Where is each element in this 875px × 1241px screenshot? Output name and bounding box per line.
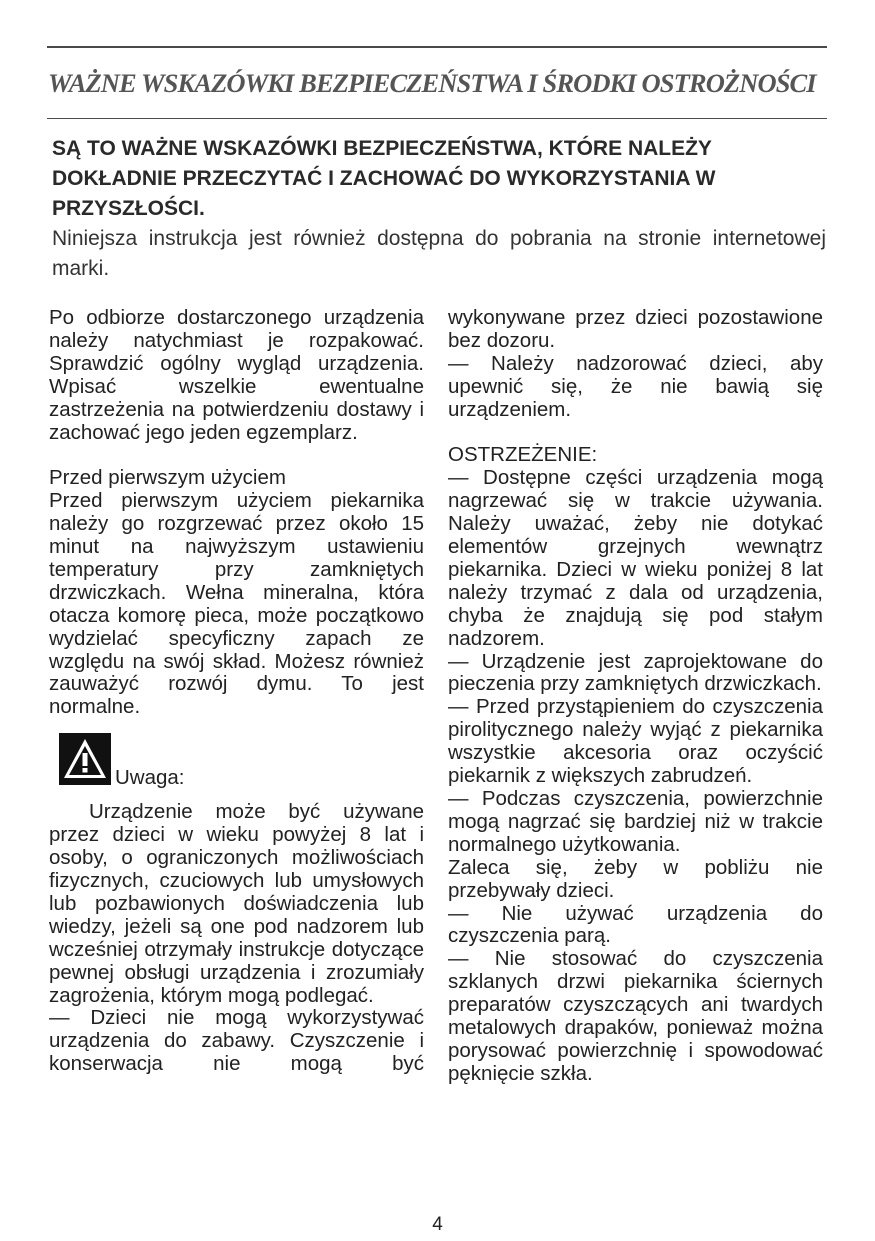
- no-abrasives-paragraph: — Nie stosować do czyszczenia szklanych drzwi piekarnika ściernych preparatów czyszczących ani twardych metalowych drapaków, ponieważ można porysować powierzchnię i spowodować pęknięcie szkła.: [448, 947, 823, 1085]
- right-column: [448, 307, 823, 1086]
- page-number: 4: [432, 1214, 443, 1235]
- during-cleaning-paragraph: — Podczas czyszczenia, powierzchnie mogą nagrzać się bardziej niż w trakcie normalnego użytkowania.: [448, 787, 823, 856]
- closed-door-paragraph: — Urządzenie jest zaprojektowane do pieczenia przy zamkniętych drzwiczkach.: [448, 649, 823, 696]
- receipt-paragraph: Po odbiorze dostarczonego urządzenia należy natychmiast je rozpakować. Sprawdzić ogólny wygląd urządzenia. Wpisać wszelkie ewentualne zastrzeżenia na potwierdzeniu dostawy i zachować jego jeden egzemplarz.: [49, 306, 424, 444]
- left-column: [49, 307, 424, 1076]
- page-title: WAŻNE WSKAZÓWKI BEZPIECZEŃSTWA I ŚRODKI OSTROŻNOŚCI: [48, 68, 816, 98]
- top-rule: [47, 46, 827, 48]
- stay-away-paragraph: Zaleca się, żeby w pobliżu nie przebywały dzieci.: [448, 855, 823, 902]
- children-paragraph: — Dzieci nie mogą wykorzystywać urządzenia do zabawy. Czyszczenie i konserwacja nie mogą być: [49, 1006, 424, 1076]
- first-use-heading: Przed pierwszym użyciem: [49, 466, 286, 490]
- warning-block: [49, 733, 424, 801]
- no-steam-paragraph: — Nie używać urządzenia do czyszczenia parą.: [448, 901, 823, 948]
- pyrolytic-paragraph: — Przed przystąpieniem do czyszczenia pirolitycznego należy wyjąć z piekarnika wszystkie akcesoria oraz oczyścić piekarnik z większych zabrudzeń.: [448, 695, 823, 788]
- warning-heading: OSTRZEŻENIE:: [448, 443, 598, 467]
- warning-label: Uwaga:: [115, 766, 185, 790]
- continued-paragraph: wykonywane przez dzieci pozostawione bez dozoru.: [448, 306, 823, 352]
- intro-download-note: Niniejsza instrukcja jest również dostępna do pobrania na stronie internetowej marki.: [52, 227, 826, 280]
- supervise-paragraph: — Należy nadzorować dzieci, aby upewnić się, że nie bawią się urządzeniem.: [448, 351, 823, 421]
- warning-paragraph: Urządzenie może być używane przez dzieci w wieku powyżej 8 lat i osoby, o ograniczonych możliwościach fizycznych, czuciowych lub umysłowych lub pozbawionych doświadczenia lub wiedzy, jeżeli są one pod nadzorem lub wcześniej otrzymały instrukcje dotyczące pewnej obsługi urządzenia i zrozumiały zagrożenia, którym mogą podlegać.: [49, 800, 424, 1007]
- first-use-paragraph: Przed pierwszym użyciem piekarnika należy go rozgrzewać przez około 15 minut na najwyższym ustawieniu temperatury przy zamkniętych drzwiczkach. Wełna mineralna, która otacza komorę pieca, może początkowo wydzielać specyficzny zapach ze względu na swój skład. Możesz również zauważyć rozwój dymu. To jest normalne.: [49, 489, 424, 719]
- hot-parts-paragraph: — Dostępne części urządzenia mogą nagrzewać się w trakcie używania. Należy uważać, żeby nie dotykać elementów grzejnych wewnątrz piekarnika. Dzieci w wieku poniżej 8 lat należy trzymać z dala od urządzenia, chyba że znajdują się pod stałym nadzorem.: [448, 466, 823, 650]
- title-rule: [47, 118, 827, 119]
- intro-bold-notice: SĄ TO WAŻNE WSKAZÓWKI BEZPIECZEŃSTWA, KTÓRE NALEŻY DOKŁADNIE PRZECZYTAĆ I ZACHOWAĆ DO WYKORZYSTANIA W PRZYSZŁOŚCI.: [52, 137, 716, 220]
- warning-triangle-icon: [59, 733, 111, 785]
